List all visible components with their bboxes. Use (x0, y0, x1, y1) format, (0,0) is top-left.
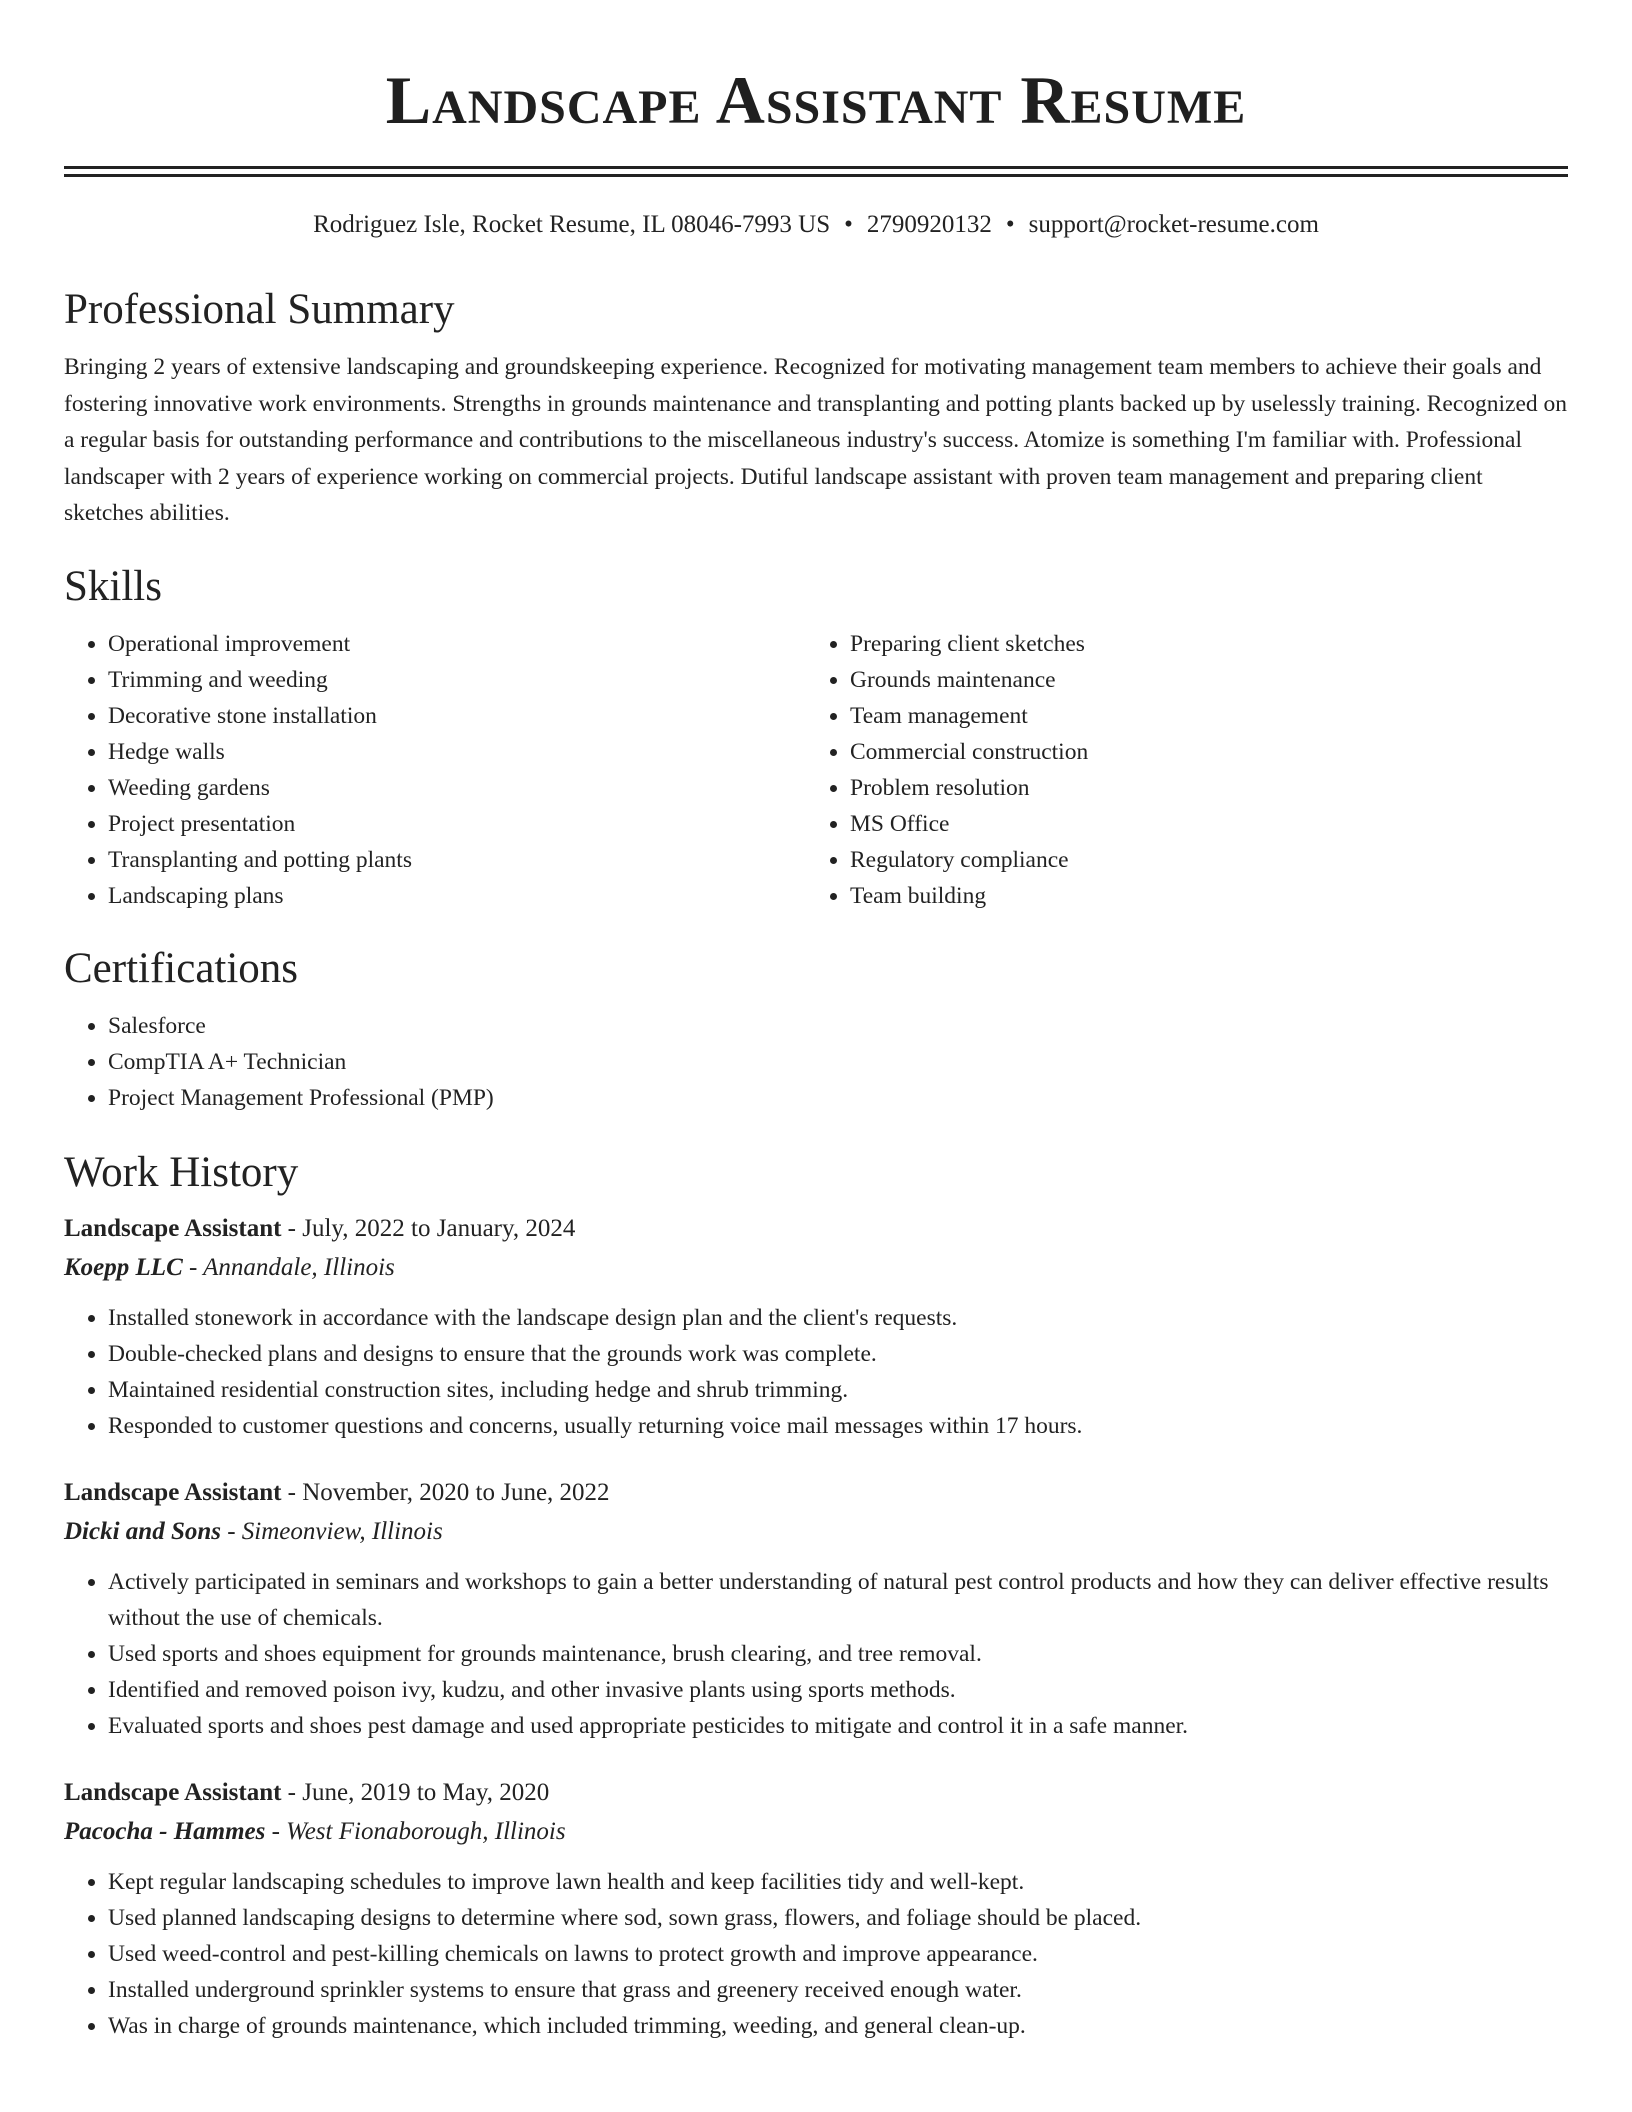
job-title: Landscape Assistant (64, 1778, 282, 1806)
certification-item: • Salesforce (108, 1008, 1568, 1044)
job-header (64, 1210, 1568, 1248)
skill-item: • Hedge walls (108, 734, 806, 770)
job-duty: • Used sports and shoes equipment for grounds maintenance, brush clearing, and tree removal. (108, 1636, 1568, 1672)
skills-columns (64, 626, 1568, 914)
skills-list-left (64, 626, 806, 914)
job-duty: • Installed stonework in accordance with the landscape design plan and the client's requests. (108, 1300, 1568, 1336)
job-title: Landscape Assistant (64, 1214, 282, 1242)
work-history-heading: Work History (64, 1148, 299, 1196)
job-duty: • Used planned landscaping designs to determine where sod, sown grass, flowers, and foliage should be placed. (108, 1900, 1568, 1936)
job-duty: • Actively participated in seminars and workshops to gain a better understanding of natural pest control products and how they can deliver effective results without the use of chemicals. (108, 1564, 1568, 1636)
certification-item: • CompTIA A+ Technician (108, 1044, 1568, 1080)
contact-separator: • (1005, 211, 1015, 238)
job-duty: • Used weed-control and pest-killing chemicals on lawns to protect growth and improve appearance. (108, 1936, 1568, 1972)
job-title: Landscape Assistant (64, 1478, 282, 1506)
job-duty: • Kept regular landscaping schedules to improve lawn health and keep facilities tidy and well-kept. (108, 1864, 1568, 1900)
job-employer (64, 1512, 1568, 1552)
skill-item: • Preparing client sketches (850, 626, 1548, 662)
contact-address: Rodriguez Isle, Rocket Resume, IL 08046-7993 US (313, 211, 831, 238)
job-header (64, 1774, 1568, 1812)
skill-item: • Transplanting and potting plants (108, 842, 806, 878)
skill-item: • MS Office (850, 806, 1548, 842)
job-company: Dicki and Sons (64, 1517, 221, 1545)
skill-item: • Landscaping plans (108, 878, 806, 914)
skill-item: • Commercial construction (850, 734, 1548, 770)
contact-line (64, 209, 1568, 241)
job-location: - Simeonview, Illinois (227, 1517, 443, 1545)
job-employer (64, 1248, 1568, 1288)
job-entry (64, 1210, 1568, 1444)
job-duty: • Identified and removed poison ivy, kudzu, and other invasive plants using sports methods. (108, 1672, 1568, 1708)
contact-separator: • (844, 211, 853, 238)
skill-item: • Problem resolution (850, 770, 1548, 806)
job-duty: • Double-checked plans and designs to ensure that the grounds work was complete. (108, 1336, 1568, 1372)
skill-item: • Regulatory compliance (850, 842, 1548, 878)
skill-item: • Team building (850, 878, 1548, 914)
skill-item: • Decorative stone installation (108, 698, 806, 734)
contact-email[interactable]: support@rocket-resume.com (1028, 211, 1319, 238)
job-duties (64, 1864, 1568, 2044)
job-duties (64, 1300, 1568, 1444)
skill-item: • Trimming and weeding (108, 662, 806, 698)
job-duty: • Maintained residential construction sites, including hedge and shrub trimming. (108, 1372, 1568, 1408)
skill-item: • Weeding gardens (108, 770, 806, 806)
job-duty: • Installed underground sprinkler systems to ensure that grass and greenery received enough water. (108, 1972, 1568, 2008)
job-duty: • Evaluated sports and shoes pest damage and used appropriate pesticides to mitigate and control it in a safe manner. (108, 1708, 1568, 1744)
job-dates: - July, 2022 to January, 2024 (287, 1214, 576, 1242)
skills-right-column (806, 626, 1548, 914)
certifications-list (64, 1008, 1568, 1116)
skill-item: • Grounds maintenance (850, 662, 1548, 698)
certification-item: • Project Management Professional (PMP) (108, 1080, 1568, 1116)
job-header (64, 1474, 1568, 1512)
job-employer (64, 1812, 1568, 1852)
skill-item: • Team management (850, 698, 1548, 734)
job-location: - Annandale, Illinois (189, 1253, 395, 1281)
skills-left-column (64, 626, 806, 914)
job-location: - West Fionaborough, Illinois (271, 1817, 566, 1845)
certifications-heading: Certifications (64, 944, 299, 992)
job-entry (64, 1774, 1568, 2044)
job-duty: • Was in charge of grounds maintenance, which included trimming, weeding, and general clean-up. (108, 2008, 1568, 2044)
resume-title: Landscape Assistant Resume (385, 62, 1247, 138)
summary-text: Bringing 2 years of extensive landscaping and groundskeeping experience. Recognized for motivating management team members to achieve their goals and fostering innovative work environments. Strengths in grounds maintenance and transplanting and potting plants backed up by uselessly training. Recognized on a regular basis for outstanding performance and contributions to the miscellaneous industry's success. Atomize is something I'm familiar with. Professional landscaper with 2 years of experience working on commercial projects. Dutiful landscape assistant with proven team management and preparing client sketches abilities. (64, 354, 1568, 526)
job-entry (64, 1474, 1568, 1744)
skill-item: • Operational improvement (108, 626, 806, 662)
skills-heading: Skills (64, 562, 162, 610)
job-company: Koepp LLC (64, 1253, 183, 1281)
skills-list-right (806, 626, 1548, 914)
job-company: Pacocha - Hammes (64, 1817, 266, 1845)
job-dates: - November, 2020 to June, 2022 (287, 1478, 610, 1506)
title-divider (64, 166, 1568, 177)
summary-heading: Professional Summary (64, 286, 455, 333)
skill-item: • Project presentation (108, 806, 806, 842)
job-dates: - June, 2019 to May, 2020 (287, 1778, 550, 1806)
job-duty: • Responded to customer questions and concerns, usually returning voice mail messages within 17 hours. (108, 1408, 1568, 1444)
contact-phone: 2790920132 (866, 211, 992, 238)
job-duties (64, 1564, 1568, 1744)
